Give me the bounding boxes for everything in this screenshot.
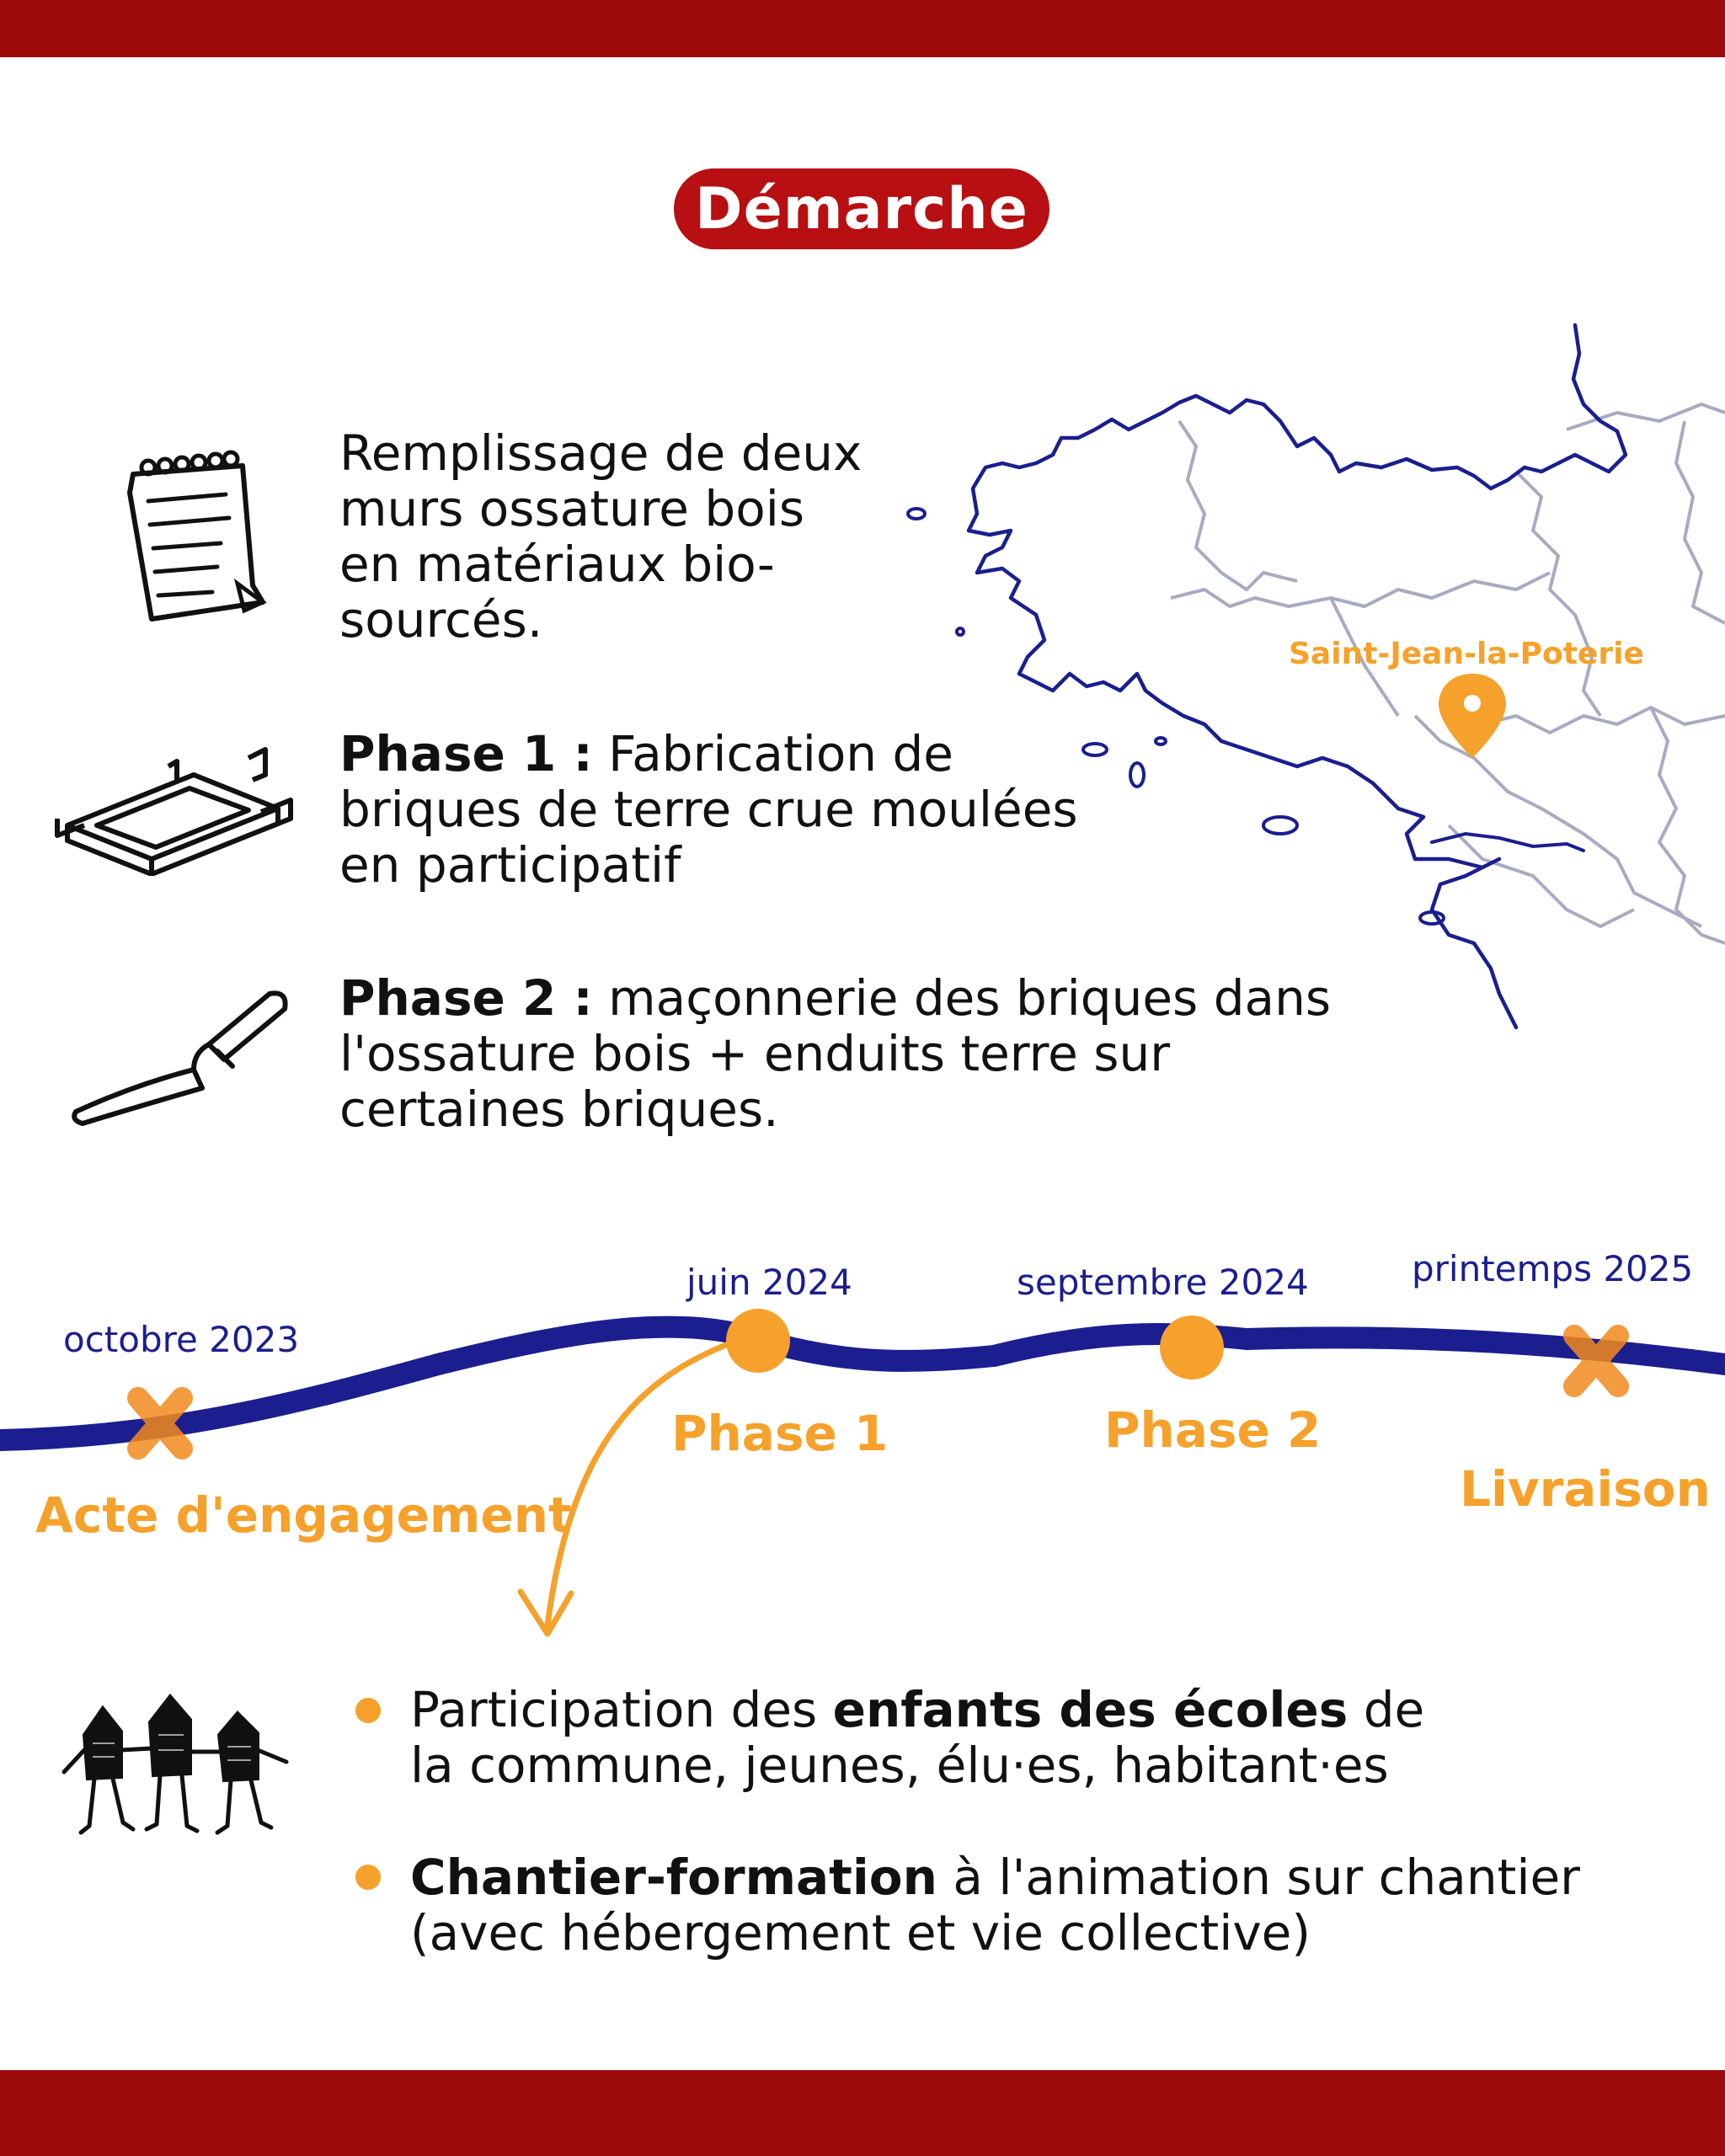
department-border [1567,404,1725,430]
section-title-text: Démarche [695,175,1028,243]
bullet-2-line2: (avec hébergement et vie collective) [410,1904,1311,1961]
coastline [969,325,1626,1027]
timeline-dot-marker [726,1309,790,1373]
timeline-dot-marker [1160,1315,1224,1380]
notepad-icon [118,442,270,627]
timeline-arrowhead [521,1592,571,1634]
region-map [893,320,1725,1044]
timeline-event-label: Acte d'engagement [35,1486,572,1544]
timeline-date: juin 2024 [686,1262,852,1303]
item-2-line: Fabrication de [592,725,953,782]
item-1-line: sourcés. [339,591,543,648]
item-1-line: murs ossature bois [339,480,805,537]
timeline-event-label: Livraison [1460,1460,1711,1518]
department-border [1516,472,1600,716]
item-2-line: en participatif [339,836,681,894]
timeline-date: octobre 2023 [63,1319,300,1360]
phase2-heading: Phase 2 : [339,969,593,1027]
island [1156,738,1166,744]
bullet-2-post: à l'animation sur chantier [937,1849,1580,1906]
item-3-line: l'ossature bois + enduits terre sur [339,1025,1171,1082]
bullet-text [410,1849,1580,1961]
trowel-icon [67,985,295,1129]
timeline-event-label: Phase 2 [1104,1401,1322,1459]
bullet-2-bold: Chantier-formation [410,1849,937,1906]
island [1130,763,1144,787]
timeline-event-label: Phase 1 [671,1405,889,1462]
children-group-icon [59,1684,295,1844]
department-border [1449,825,1634,926]
map-place-label: Saint-Jean-la-Poterie [1289,637,1644,671]
river [1432,834,1583,851]
top-band [0,0,1725,57]
timeline-arrow [547,1339,741,1625]
item-1-line: en matériaux bio- [339,536,775,593]
phase1-heading: Phase 1 : [339,725,593,782]
section-title [674,168,1049,249]
timeline-date: printemps 2025 [1412,1248,1694,1289]
item-3-line: maçonnerie des briques dans [592,969,1332,1027]
bullet-1-bold: enfants des écoles [832,1681,1348,1738]
island [1263,817,1297,834]
brick-mold-icon [51,741,295,876]
island [1083,744,1107,755]
item-2-line: briques de terre crue moulées [339,781,1078,838]
department-border [1482,707,1725,733]
bottom-band [0,2070,1725,2156]
bullet-1-line2: la commune, jeunes, élu·es, habitant·es [410,1737,1389,1794]
island [1420,912,1444,924]
island [957,628,964,635]
timeline-date: septembre 2024 [1017,1262,1309,1303]
department-border [1179,421,1297,590]
item-1-text [339,425,862,648]
item-3-line: certaines briques. [339,1081,779,1138]
department-border [1676,421,1725,623]
department-border [1415,716,1701,926]
item-1-line: Remplissage de deux [339,424,862,482]
bullet-marker [355,1865,381,1890]
bullet-1-post: de [1348,1681,1425,1738]
island [908,509,925,519]
bullet-text [410,1682,1424,1793]
bullet-marker [355,1698,381,1723]
bullet-1-pre: Participation des [410,1681,833,1738]
